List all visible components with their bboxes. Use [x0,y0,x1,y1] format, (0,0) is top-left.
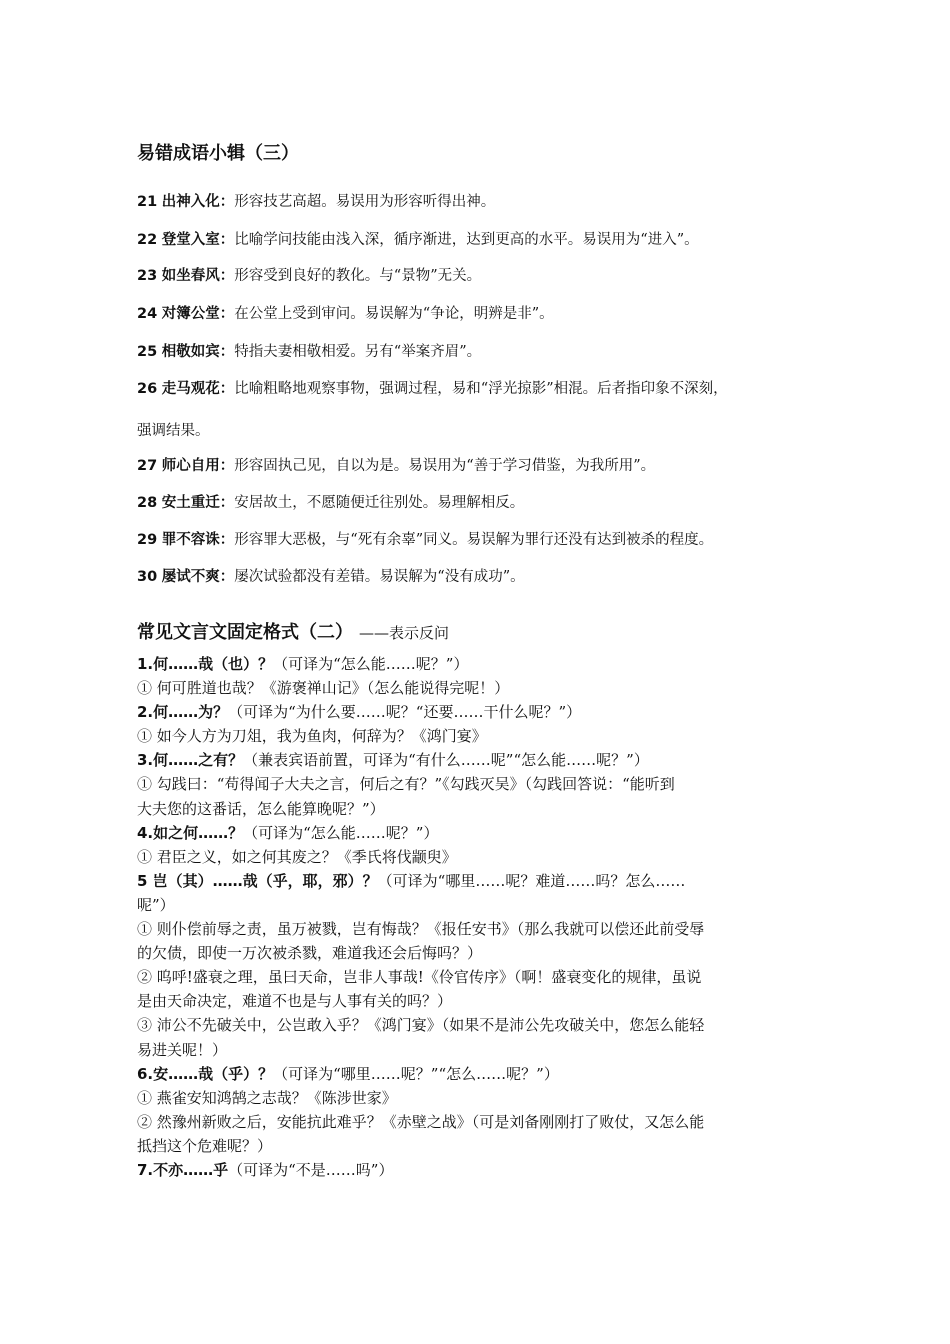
idiom-entry [137,457,655,475]
format-text: （可译为“哪里……呢？难道……吗？怎么…… [377,871,686,890]
format-line [137,1086,827,1110]
idiom-description: 形容受到良好的教化。与“景物”无关。 [234,268,482,284]
format-text: （可译为“哪里……呢？”“怎么……呢？”） [273,1064,559,1083]
format-line [137,700,827,724]
format-line [137,845,827,869]
format-text: ① 燕雀安知鸿鹄之志哉？《陈涉世家》 [137,1088,397,1107]
format-text: ① 勾践曰：“苟得闻子大夫之言，何后之有？”《勾践灭吴》（勾践回答说：“能听到 [137,775,675,794]
format-line [137,1062,827,1086]
section-title-main: 常见文言文固定格式（二） [137,622,353,643]
format-line [137,965,827,989]
format-pattern: 2.何……为？ [137,703,229,722]
format-pattern: 1.何……哉（也）？ [137,655,274,673]
format-line [137,917,827,941]
format-line [137,1038,827,1062]
idiom-number: 21 [137,194,158,210]
idiom-number: 26 [137,381,158,397]
idiom-number: 22 [137,232,158,248]
idiom-number: 25 [137,344,158,360]
format-line [137,676,827,700]
format-line [137,1158,827,1182]
format-text: （可译为“不是……吗”） [228,1160,394,1179]
format-text: 的欠债，即使一万次被杀戮，难道我还会后悔吗？） [137,944,483,963]
idiom-term: 如坐春风： [161,268,235,284]
format-text: 呢”） [137,895,175,914]
idiom-term: 相敬如宾： [161,344,235,360]
classical-format-list [137,652,827,1182]
format-line [137,772,827,796]
idiom-number: 27 [137,458,158,474]
format-line [137,1110,827,1134]
format-line [137,797,827,821]
format-line [137,893,827,917]
format-text: （可译为“怎么能……呢？”） [273,655,469,673]
format-line [137,652,827,676]
idiom-entry [137,193,495,211]
format-pattern: 4.如之何……？ [137,823,244,842]
idiom-entry [137,380,728,398]
format-pattern: 3.何……之有？ [137,751,244,770]
format-text: ② 然豫州新败之后，安能抗此难乎？《赤壁之战》（可是刘备刚刚打了败仗，又怎么能 [137,1112,705,1131]
format-line [137,821,827,845]
idiom-entry [137,531,713,549]
format-line [137,941,827,965]
format-text: ③ 沛公不先破关中，公岂敢入乎？《鸿门宴》（如果不是沛公先攻破关中，您怎么能轻 [137,1016,705,1035]
format-text: ① 则仆偿前辱之责，虽万被戮，岂有悔哉？《报任安书》（那么我就可以偿还此前受辱 [137,920,705,939]
idiom-number: 24 [137,306,158,322]
idiom-description: 特指夫妻相敬相爱。另有“举案齐眉”。 [234,344,482,360]
idiom-term: 罪不容诛： [161,532,235,548]
idiom-term: 安土重迁： [161,495,235,511]
section-title-classical [137,618,449,644]
format-pattern: 7.不亦……乎 [137,1160,229,1179]
section-title-idioms: 易错成语小辑（三） [137,143,299,164]
format-text: 抵挡这个危难呢？） [137,1136,273,1155]
format-line [137,869,827,893]
idiom-description: 比喻粗略地观察事物，强调过程，易和“浮光掠影”相混。后者指印象不深刻， [234,381,728,397]
format-text: ① 君臣之义，如之何其废之？《季氏将伐颛臾》 [137,847,457,866]
idiom-entry [137,267,481,285]
idiom-term: 走马观花： [161,381,235,397]
idiom-number: 23 [137,268,158,284]
format-line [137,989,827,1013]
section-subtitle: ——表示反问 [359,624,450,642]
idiom-description-continued: 强调结果。 [137,423,210,439]
idiom-description: 安居故土，不愿随便迁往别处。易理解相反。 [234,495,525,511]
format-text: 大夫您的这番话，怎么能算晚呢？”） [137,799,385,818]
idiom-term: 出神入化： [161,194,235,210]
idiom-term: 屡试不爽： [161,569,235,585]
format-text: ① 何可胜道也哉？《游褒禅山记》（怎么能说得完呢！） [137,679,510,698]
format-text: 是由天命决定，难道不也是与人事有关的吗？） [137,992,453,1011]
idiom-term: 师心自用： [161,458,235,474]
format-text: （可译为“怎么能……呢？”） [243,823,439,842]
idiom-entry-continuation [137,422,210,440]
idiom-number: 30 [137,569,158,585]
idiom-entry [137,494,524,512]
idiom-entry [137,231,699,249]
format-text: （可译为“为什么要……呢？“还要……干什么呢？”） [228,703,582,722]
format-line [137,748,827,772]
format-line [137,1013,827,1037]
format-text: ② 呜呼!盛衰之理，虽曰天命，岂非人事哉!《伶官传序》（啊！盛衰变化的规律，虽说 [137,968,702,987]
idiom-entry [137,568,525,586]
idiom-number: 29 [137,532,158,548]
idiom-term: 登堂入室： [161,232,235,248]
idiom-entry [137,343,481,361]
idiom-description: 屡次试验都没有差错。易误解为“没有成功”。 [234,569,525,585]
format-pattern: 6.安……哉（乎）？ [137,1064,274,1083]
idiom-description: 形容固执己见，自以为是。易误用为“善于学习借鉴，为我所用”。 [234,458,656,474]
idiom-description: 在公堂上受到审问。易误解为“争论，明辨是非”。 [234,306,554,322]
idiom-description: 比喻学问技能由浅入深，循序渐进，达到更高的水平。易误用为“进入”。 [234,232,699,248]
format-line [137,724,827,748]
format-text: （兼表宾语前置，可译为“有什么……呢”“怎么能……呢？”） [243,751,649,770]
format-line [137,1134,827,1158]
idiom-term: 对簿公堂： [161,306,235,322]
idiom-description: 形容罪大恶极，与“死有余辜”同义。易误解为罪行还没有达到被杀的程度。 [234,532,714,548]
idiom-description: 形容技艺高超。易误用为形容听得出神。 [234,194,496,210]
format-text: ① 如今人方为刀俎，我为鱼肉，何辞为？《鸿门宴》 [137,727,487,746]
format-text: 易进关呢！） [137,1040,228,1059]
format-pattern: 5 岂（其）……哉（乎，耶，邪）？ [137,871,378,890]
idiom-entry [137,305,554,323]
idiom-number: 28 [137,495,158,511]
